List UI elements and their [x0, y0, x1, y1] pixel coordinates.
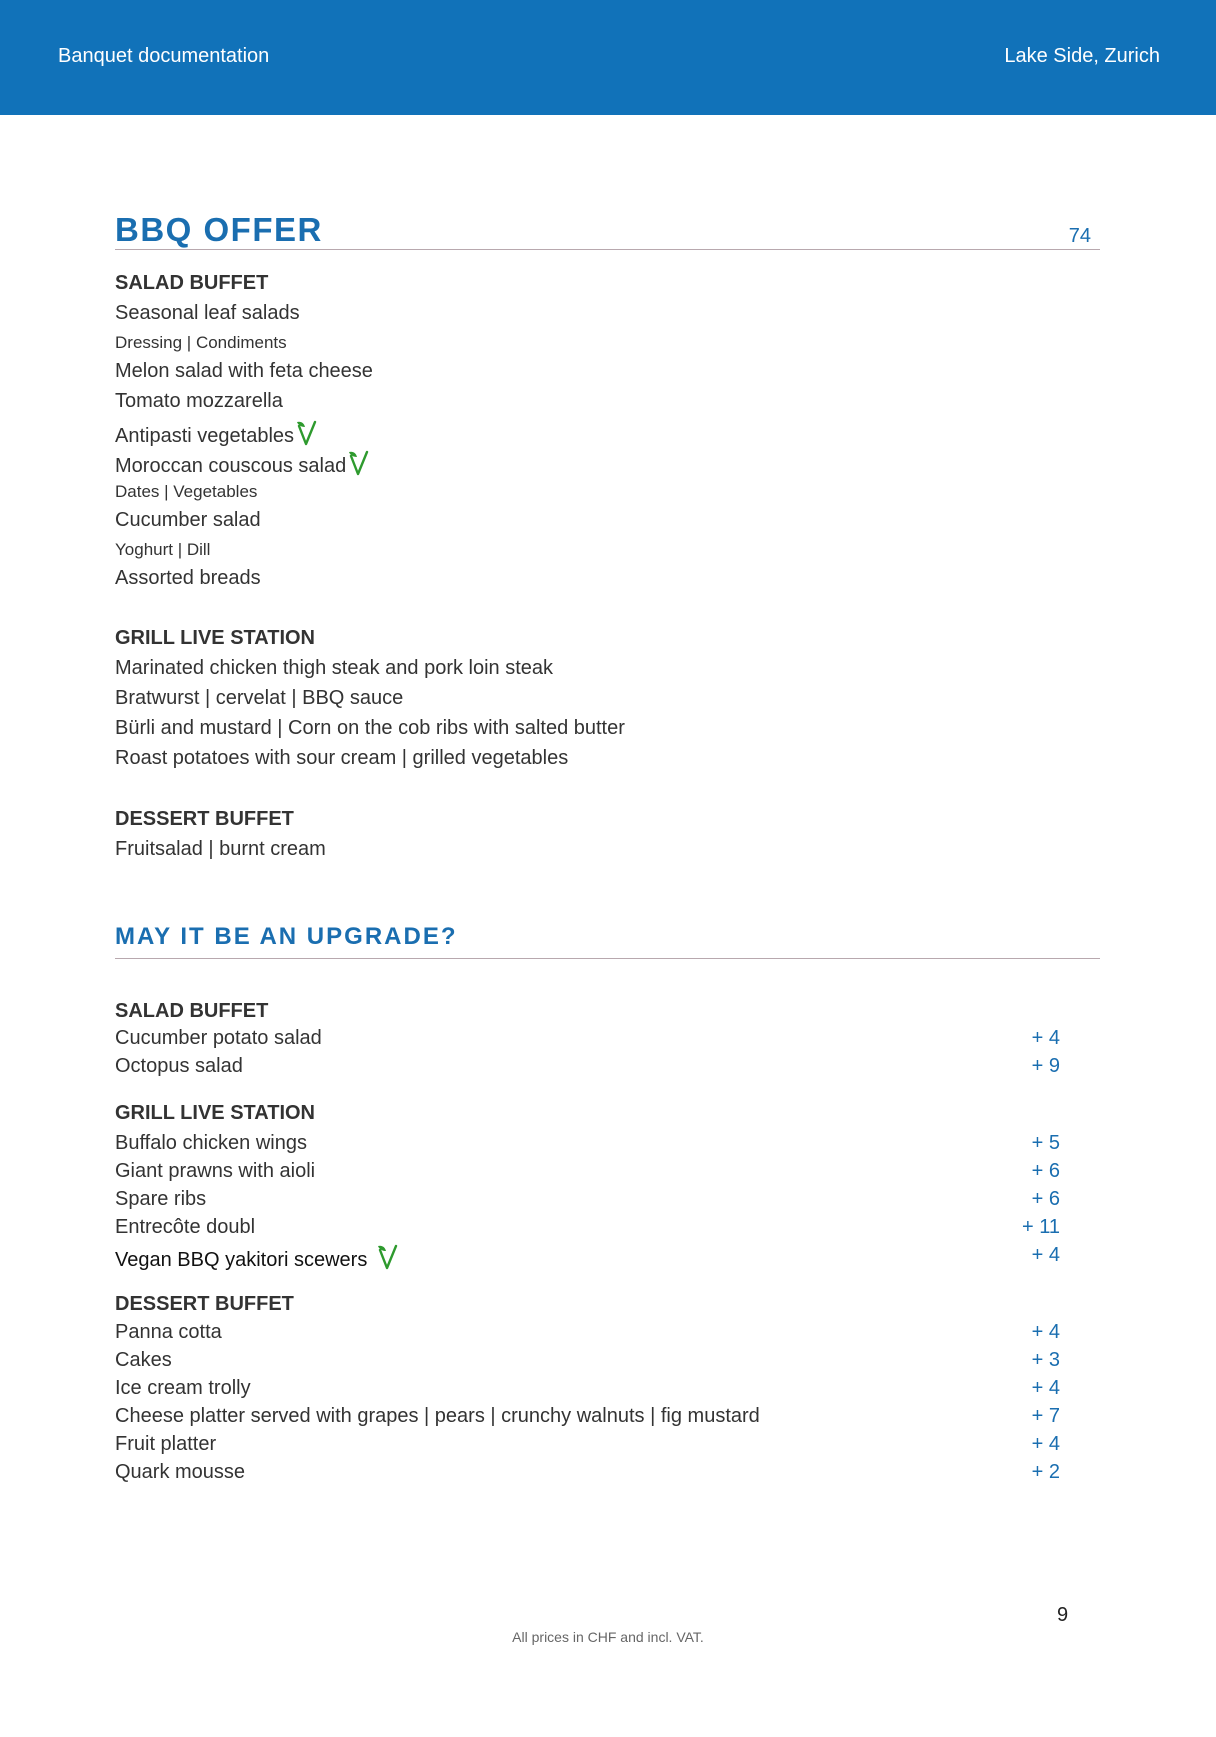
grill-station-heading: GRILL LIVE STATION [115, 627, 315, 649]
upgrade-price: + 4 [1031, 1321, 1060, 1343]
salad-buffet-heading: SALAD BUFFET [115, 272, 269, 294]
upgrade-price: + 6 [1031, 1160, 1060, 1182]
menu-item: Bratwurst | cervelat | BBQ sauce [115, 687, 404, 709]
menu-item: Marinated chicken thigh steak and pork loin steak [115, 657, 554, 679]
upgrade-item: Panna cotta [115, 1321, 222, 1343]
vegan-leaf-icon [296, 420, 318, 452]
upgrade-price: + 6 [1031, 1188, 1060, 1210]
menu-item-label: Moroccan couscous salad [115, 455, 347, 477]
upgrade-item: Spare ribs [115, 1188, 207, 1210]
upgrade-price: + 7 [1031, 1405, 1060, 1427]
offer-title-row [115, 207, 1100, 250]
menu-item-label: Vegan BBQ yakitori scewers [115, 1249, 368, 1271]
offer-title: BBQ OFFER [115, 211, 323, 248]
menu-item-detail: Dressing | Condiments [115, 333, 287, 352]
document-title: Banquet documentation [58, 45, 270, 67]
upgrade-item: Cucumber potato salad [115, 1027, 322, 1049]
vegan-leaf-icon [377, 1244, 399, 1276]
upgrade-item: Cakes [115, 1349, 172, 1371]
upgrade-salad-heading: SALAD BUFFET [115, 1000, 269, 1022]
upgrade-grill-heading: GRILL LIVE STATION [115, 1102, 315, 1124]
menu-item: Melon salad with feta cheese [115, 360, 373, 382]
upgrade-price: + 5 [1031, 1132, 1060, 1154]
menu-item-label: Antipasti vegetables [115, 425, 295, 447]
menu-item-vegan [115, 420, 318, 452]
upgrade-item: Fruit platter [115, 1433, 217, 1455]
page-number: 9 [1057, 1604, 1069, 1626]
upgrade-price: + 11 [1022, 1216, 1060, 1238]
upgrade-item: Octopus salad [115, 1055, 243, 1077]
offer-price: 74 [1068, 225, 1091, 247]
menu-item-detail: Yoghurt | Dill [115, 540, 211, 559]
upgrade-item: Cheese platter served with grapes | pears | crunchy walnuts | fig mustard [115, 1405, 760, 1427]
upgrade-item: Quark mousse [115, 1461, 246, 1483]
menu-item: Assorted breads [115, 567, 261, 589]
upgrade-item: Giant prawns with aioli [115, 1160, 316, 1182]
upgrade-title-row [115, 920, 1100, 959]
menu-item: Bürli and mustard | Corn on the cob ribs with salted butter [115, 717, 625, 739]
upgrade-item: Buffalo chicken wings [115, 1132, 307, 1154]
upgrade-title: MAY IT BE AN UPGRADE? [115, 923, 458, 950]
menu-item-vegan [115, 450, 370, 482]
upgrade-price: + 4 [1031, 1433, 1060, 1455]
menu-item: Roast potatoes with sour cream | grilled vegetables [115, 747, 569, 769]
menu-item: Fruitsalad | burnt cream [115, 838, 326, 860]
menu-item-detail: Dates | Vegetables [115, 482, 258, 501]
menu-item: Cucumber salad [115, 509, 261, 531]
upgrade-item-vegan [115, 1244, 399, 1276]
dessert-buffet-heading: DESSERT BUFFET [115, 808, 294, 830]
menu-item: Seasonal leaf salads [115, 302, 300, 324]
upgrade-price: + 4 [1031, 1027, 1060, 1049]
upgrade-item: Entrecôte doubl [115, 1216, 256, 1238]
footer-note: All prices in CHF and incl. VAT. [512, 1629, 704, 1645]
upgrade-item: Ice cream trolly [115, 1377, 251, 1399]
vegan-leaf-icon [348, 450, 370, 482]
upgrade-price: + 9 [1031, 1055, 1060, 1077]
upgrade-dessert-heading: DESSERT BUFFET [115, 1293, 294, 1315]
upgrade-price: + 4 [1031, 1244, 1060, 1266]
menu-item: Tomato mozzarella [115, 390, 283, 412]
upgrade-price: + 4 [1031, 1377, 1060, 1399]
location-label: Lake Side, Zurich [1004, 45, 1160, 67]
header-bar [0, 0, 1216, 115]
upgrade-price: + 2 [1031, 1461, 1060, 1483]
upgrade-price: + 3 [1031, 1349, 1060, 1371]
